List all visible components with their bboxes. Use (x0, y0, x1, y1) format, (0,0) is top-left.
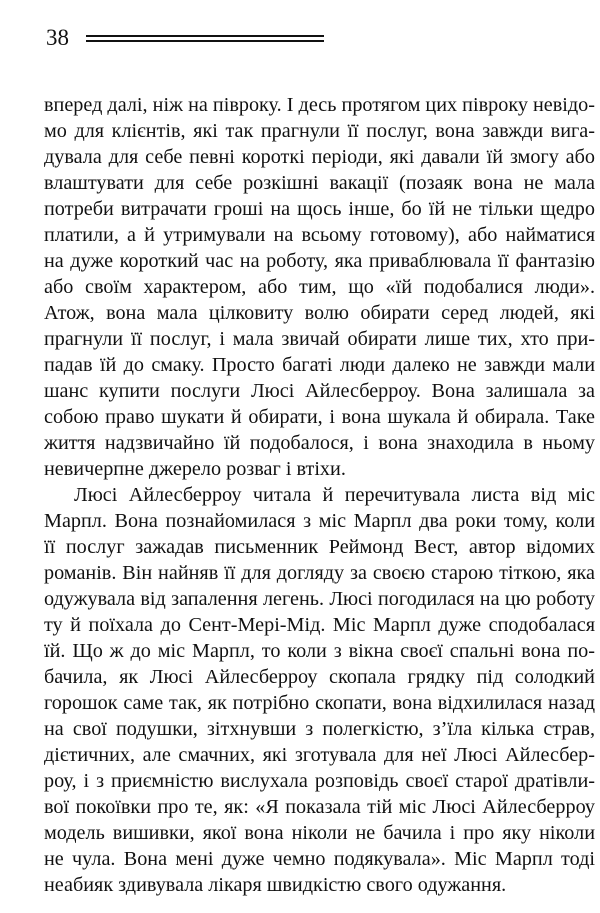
text-line: модель вишивки, якої вона ніколи не бачила і про яку ніколи (44, 822, 595, 844)
text-line: її послуг зажадав письменник Реймонд Вест, автор відомих (44, 536, 595, 558)
text-line: їй. Що ж до міс Марпл, то коли з вікна своєї спальні вона по- (44, 640, 595, 662)
text-line: або своїм характером, або тим, що «їй подобалися люди». (44, 276, 595, 298)
text-line: потреби витрачати гроші на щось інше, бо їй не тільки щедро (44, 198, 595, 220)
text-line: мо для клієнтів, які так прагнули її послуг, вона завжди вига- (44, 120, 595, 142)
header-rule-bottom (86, 40, 324, 42)
text-line: Люсі Айлесберроу читала й перечитувала листа від міс (74, 484, 595, 506)
text-line: Атож, вона мала цілковиту волю обирати серед людей, які (44, 302, 595, 324)
text-line: неабияк здивувала лікаря швидкістю свого одужання. (44, 874, 507, 896)
text-line: вперед далі, ніж на півроку. І десь протягом цих півроку невідо- (44, 94, 595, 116)
text-line: не чула. Вона мені дуже чемно подякувала». Міс Марпл тоді (44, 848, 595, 870)
text-line: невичерпне джерело розваг і втіхи. (44, 458, 346, 480)
page-number: 38 (46, 25, 69, 50)
text-line: ту й поїхала до Сент-Мері-Мід. Міс Марпл дуже сподобалася (44, 614, 595, 636)
header-rule-top (86, 35, 324, 37)
text-line: вої покоївки про те, як: «Я показала тій міс Люсі Айлесберроу (44, 796, 595, 818)
body-text (44, 92, 595, 898)
text-line: прагнули її послуг, і мала звичай обирати лише тих, хто при- (44, 328, 595, 350)
text-line: шанс купити послуги Люсі Айлесберроу. Вона залишала за (44, 380, 595, 402)
text-line: падав їй до смаку. Просто багаті люди далеко не завжди мали (44, 354, 595, 376)
text-line: життя надзвичайно їй подобалося, і вона знаходила в ньому (44, 432, 595, 454)
text-line: горошок саме так, як потрібно скопати, вона відхилилася назад (44, 692, 595, 714)
text-line: романів. Він найняв її для догляду за своєю старою тіткою, яка (44, 562, 595, 584)
page-header (46, 24, 346, 54)
text-line: влаштувати для себе розкішні вакації (позаяк вона не мала (44, 172, 595, 194)
paragraph-1 (44, 92, 595, 482)
text-line: одужувала від запалення легень. Люсі погодилася на цю роботу (44, 588, 595, 610)
text-line: бачила, як Люсі Айлесберроу скопала грядку під солодкий (44, 666, 595, 688)
text-line: роу, і з приємністю вислухала розповідь своєї старої дратівли- (44, 770, 595, 792)
text-line: собою право шукати й обирати, і вона шукала й обирала. Таке (44, 406, 595, 428)
text-line: Марпл. Вона познайомилася з міс Марпл два роки тому, коли (44, 510, 595, 532)
text-line: на свої подушки, зітхнувши з полегкістю, з’їла кілька страв, (44, 718, 595, 740)
paragraph-2 (44, 482, 595, 898)
text-line: платили, а й утримували на всьому готовому), або найматися (44, 224, 595, 246)
text-line: дувала для себе певні короткі періоди, які давали їй змогу або (44, 146, 595, 168)
text-line: на дуже короткий час на роботу, яка приваблювала її фантазію (44, 250, 595, 272)
text-line: дієтичних, але смачних, які зготувала для неї Люсі Айлесбер- (44, 744, 595, 766)
